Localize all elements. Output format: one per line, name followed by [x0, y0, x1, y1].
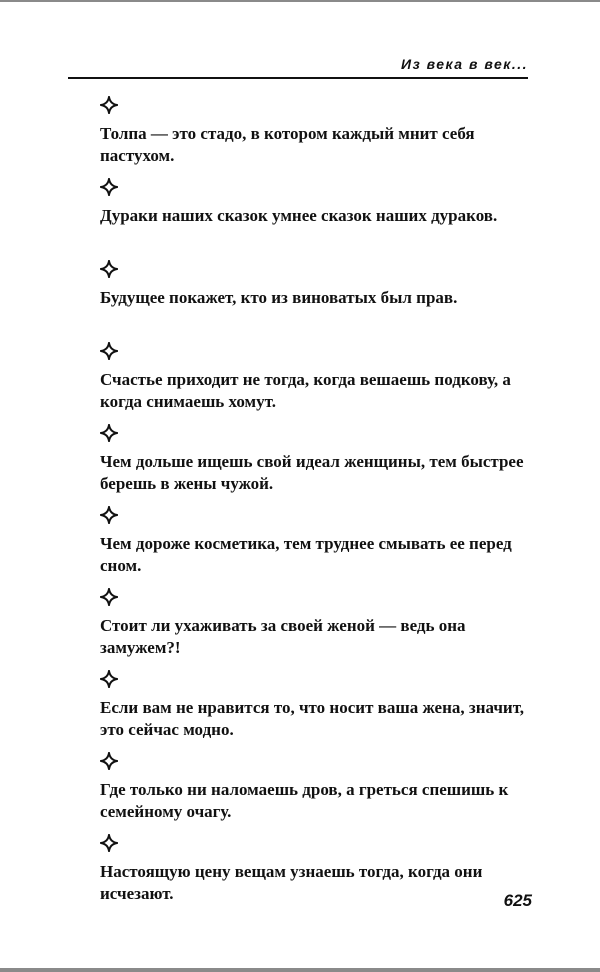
aphorism-entry [100, 670, 530, 752]
aphorism-text: Где только ни наломаешь дров, а греться спешишь к семейному очагу. [100, 780, 509, 821]
aphorism-entry [100, 342, 530, 424]
aphorism-entry [100, 96, 530, 178]
page-number: 625 [503, 891, 532, 910]
aphorism-text: Будущее покажет, кто из виноватых был прав. [100, 288, 458, 307]
aphorism-text: Стоит ли ухаживать за своей женой — ведь она замужем?! [100, 616, 466, 657]
four-point-star-icon [100, 178, 118, 196]
page-bottom-border [0, 968, 600, 972]
aphorism-text: Счастье приходит не тогда, когда вешаешь подкову, а когда снимаешь хомут. [100, 370, 511, 411]
page-top-border [0, 0, 600, 2]
aphorism-text: Дураки наших сказок умнее сказок наших дураков. [100, 206, 498, 225]
four-point-star-icon [100, 670, 118, 688]
aphorism-text: Если вам не нравится то, что носит ваша жена, значит, это сейчас модно. [100, 698, 525, 739]
four-point-star-icon [100, 752, 118, 770]
aphorism-entry [100, 178, 530, 260]
four-point-star-icon [100, 834, 118, 852]
aphorism-list [100, 96, 530, 916]
aphorism-text: Толпа — это стадо, в котором каждый мнит себя пастухом. [100, 124, 475, 165]
four-point-star-icon [100, 506, 118, 524]
four-point-star-icon [100, 342, 118, 360]
aphorism-entry [100, 506, 530, 588]
running-header: Из века в век... [401, 56, 528, 72]
four-point-star-icon [100, 424, 118, 442]
aphorism-entry [100, 588, 530, 670]
header-rule [68, 77, 528, 79]
four-point-star-icon [100, 96, 118, 114]
aphorism-text: Настоящую цену вещам узнаешь тогда, когда они исчезают. [100, 862, 483, 903]
aphorism-text: Чем дольше ищешь свой идеал женщины, тем быстрее берешь в жены чужой. [100, 452, 524, 493]
aphorism-entry [100, 424, 530, 506]
aphorism-text: Чем дороже косметика, тем труднее смывать ее перед сном. [100, 534, 512, 575]
four-point-star-icon [100, 260, 118, 278]
four-point-star-icon [100, 588, 118, 606]
aphorism-entry [100, 834, 530, 916]
aphorism-entry [100, 752, 530, 834]
aphorism-entry [100, 260, 530, 342]
